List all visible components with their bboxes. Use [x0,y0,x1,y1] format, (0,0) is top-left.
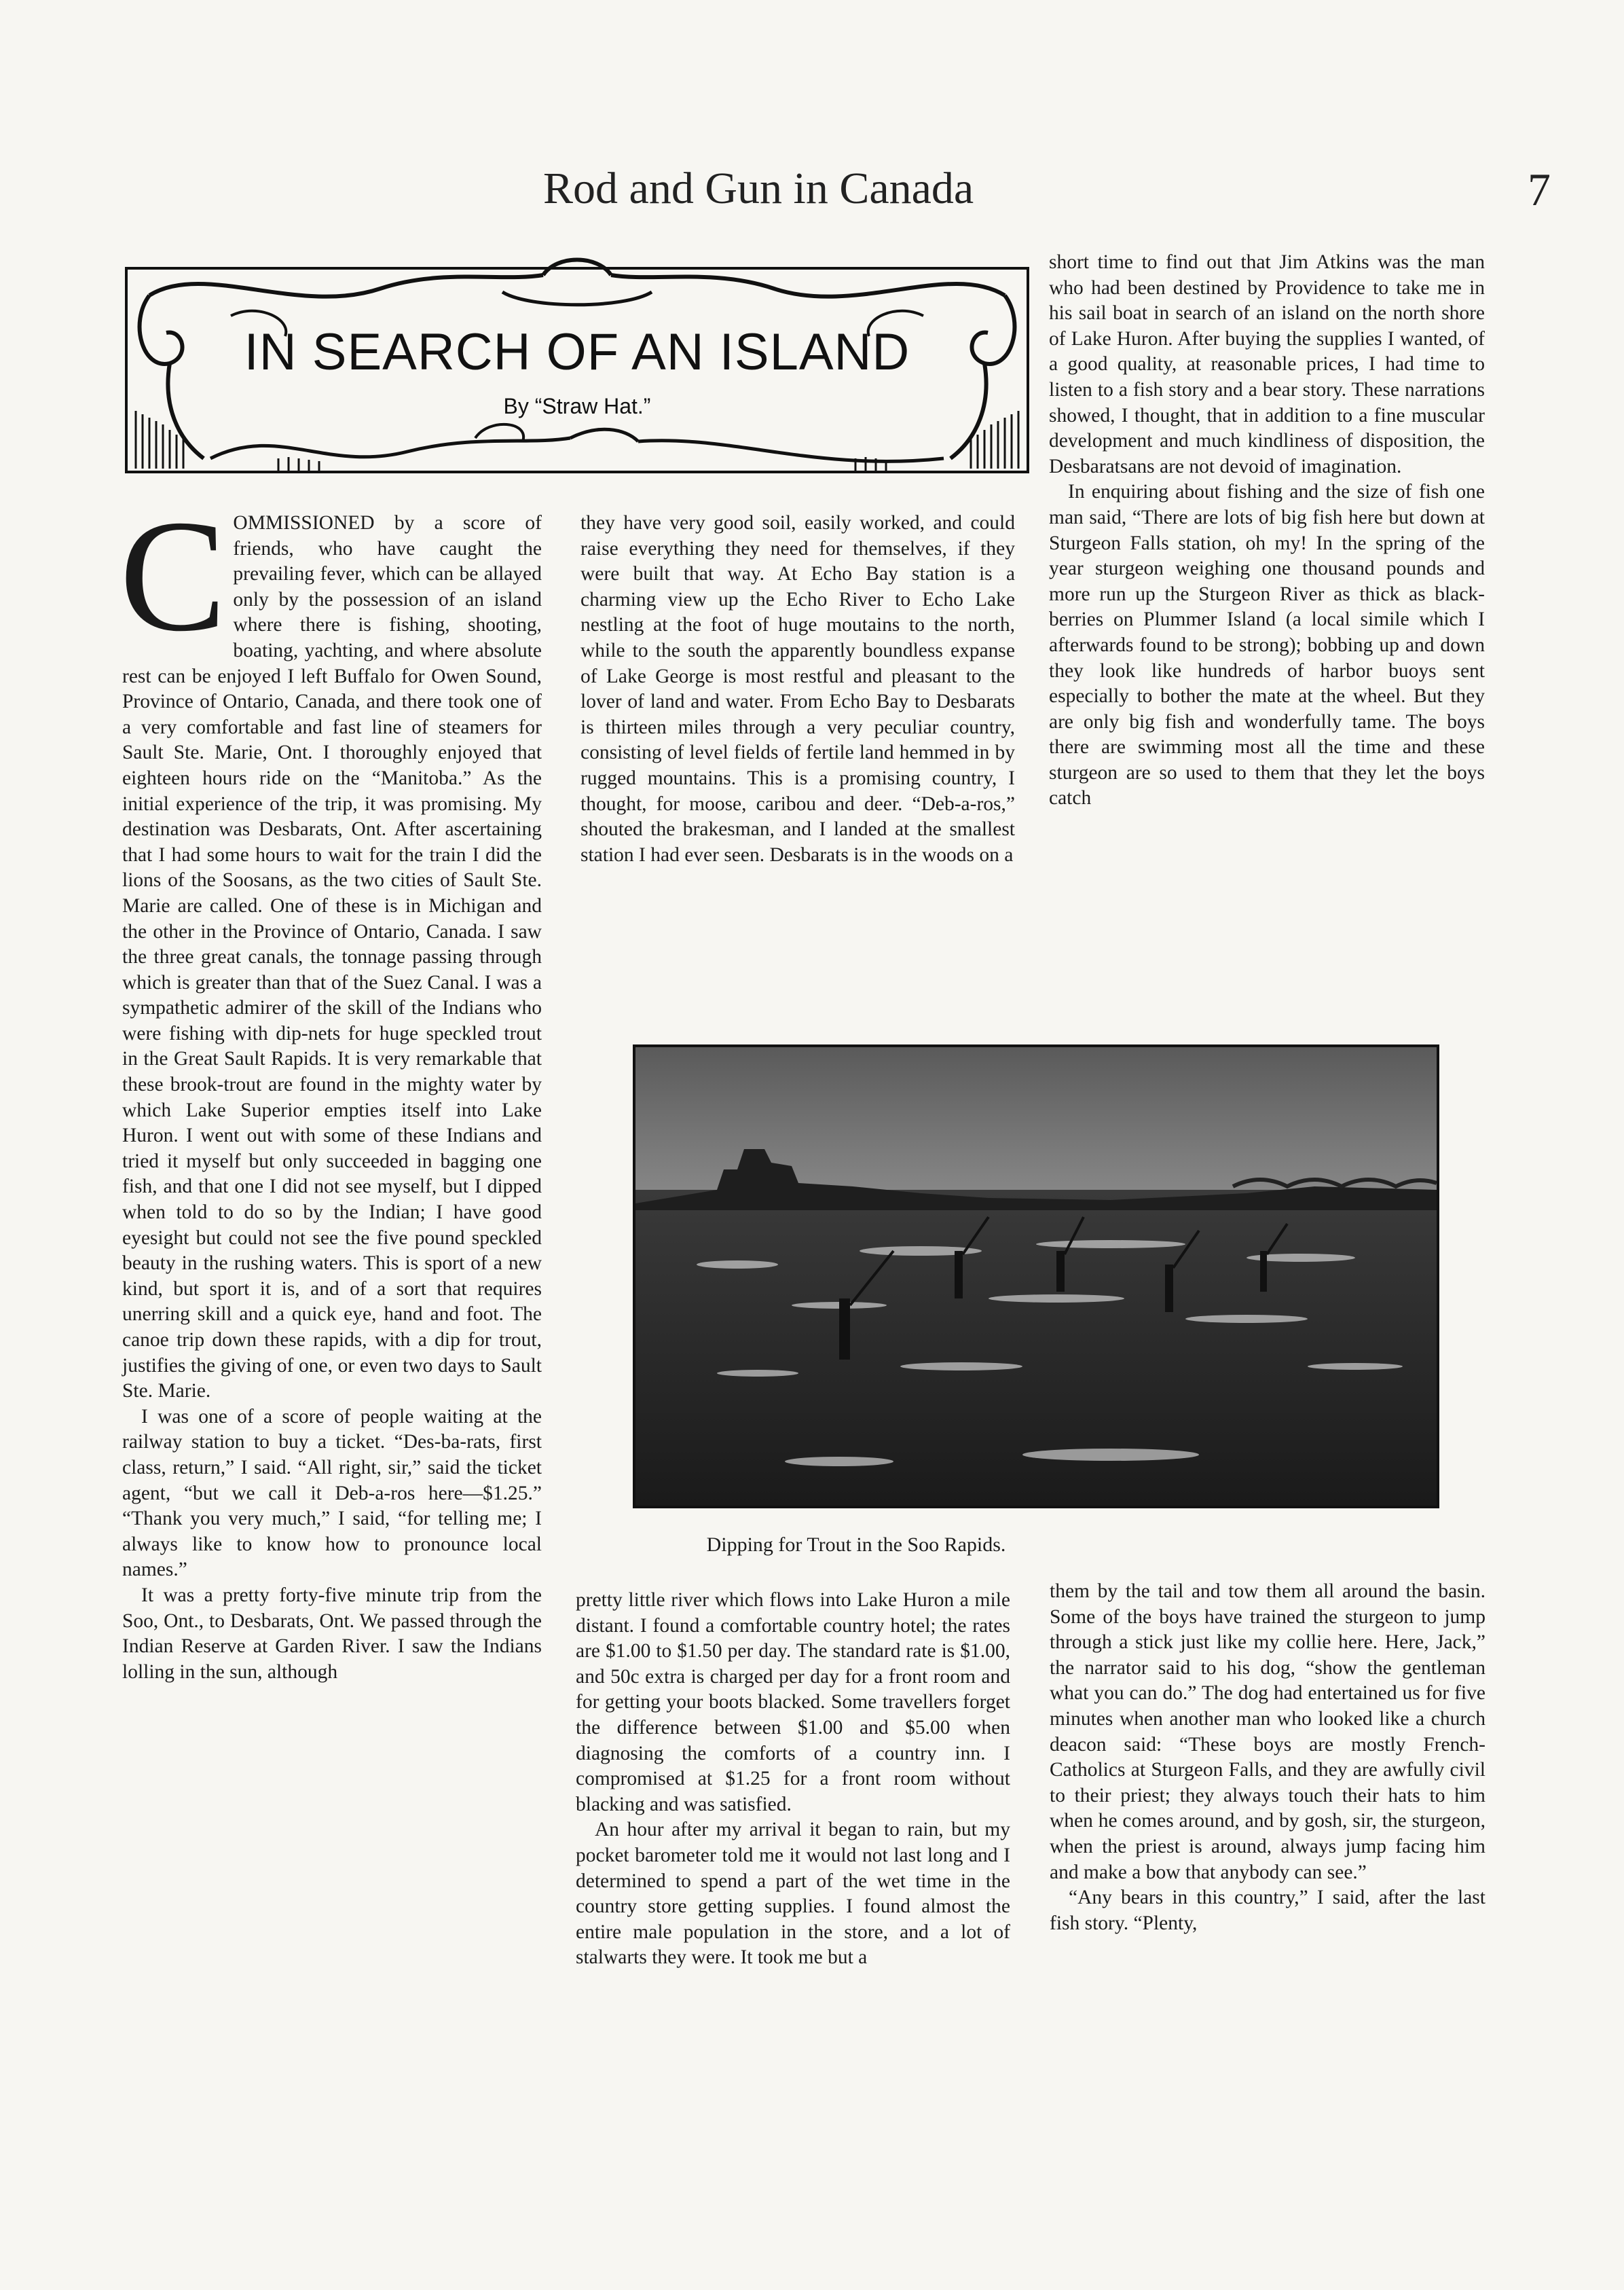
article-paragraph: It was a pretty forty-five minute trip from the Soo, Ont., to Desbarats, Ont. We passed through the Indian Reserve at Garden River. I saw the Indians lolling in the sun, although [122,1584,542,1683]
article-paragraph: An hour after my arrival it began to rain, but my pocket barometer told me it would not last long and I determined to spend a part of the wet time in the country store getting supplies. I found almost the entire male population in the store, and a lot of stalwarts they were. It took me but a [576,1819,1010,1969]
article-byline: By “Straw Hat.” [503,394,651,418]
drop-cap: C [119,488,227,665]
article-paragraph: they have very good soil, easily worked, and could raise everything they need for themselves, if they were built that way. At Echo Bay station is a charming view up the Echo River to Echo Lake nestling at the foot of huge moutains to the north, while to the south the apparently boundless expanse of Lake George is most restful and pleasant to the lover of land and water. From Echo Bay to Desbarats is thirteen miles through a very peculiar country, consisting of level fields of fertile land hemmed in by rugged mountains. This is a promising country, I thought, for moose, caribou and deer. “Deb-a-ros,” shouted the brakesman, and I landed at the smallest station I had ever seen. Desbarats is in the woods on a [580,512,1015,866]
article-paragraph: In enquiring about fishing and the size of fish one man said, “There are lots of big fish here but down at Sturgeon Falls station, oh my! In the spring of the year sturgeon weighing one thousand pounds and more run up the Sturgeon River as thick as black-berries on Plummer Island (a local simile which I afterwards found to be strong); bobbing up and down they look like hundreds of harbor buoys sent especially to bother the mate at the wheel. But they are only big fish and wonderfully tame. The boys there are swimming most all the time and these sturgeon are so used to them that they let the boys catch [1049,481,1485,810]
running-head [0,163,1624,224]
article-headline: IN SEARCH OF AN ISLAND [244,323,910,381]
article-column-3-top [1049,250,1485,1017]
article-paragraph: COMMISSIONED by a score of friends, who have caught the prevailing fever, which can be allayed only by the possession of an island where there is fishing, shooting, boating, yachting, and where absolute rest can be enjoyed I left Buffalo for Owen Sound, Province of Ontario, Canada, and there took one of a very comfortable and fast line of steamers for Sault Ste. Marie, Ont. I thoroughly enjoyed that eighteen hours ride on the “Manitoba.” As the initial experience of the trip, it was promising. My destination was Desbarats, Ont. After ascertaining that I had some hours to wait for the train I did the lions of the Soosans, as the two cities of Sault Ste. Marie are called. One of these is in Michigan and the other in the Province of Ontario, Canada. I saw the three great canals, the tonnage passing through which is greater than that of the Suez Canal. I was a sympathetic admirer of the skill of the Indians who were fishing with dip-nets for huge speckled trout in the Great Sault Rapids. It is very remarkable that these brook-trout are found in the mighty water by which Lake Superior empties itself into Lake Huron. I went out with some of these Indians and tried it myself but only succeeded in bagging one fish, and that one I did not see myself, but I dipped when told to do so by the Indian; I have good eyesight but could not see the five pound speckled beauty in the rushing waters. This is sport of a new kind, but sport it is, and of a sort that requires unerring skill and a quick eye, hand and foot. The canoe trip down these rapids, with a dip for trout, justifies the giving of one, or even two days to Sault Ste. Marie. [119,488,542,1402]
running-title: Rod and Gun in Canada [543,164,974,213]
article-column-3-bottom [1050,1579,1485,2051]
article-paragraph: them by the tail and tow them all around the basin. Some of the boys have trained the sturgeon to jump through a stick just like my collie here. Here, Jack,” the narrator said to his dog, “show the gentleman what you can do.” The dog had entertained us for five minutes when another man who looked like a church deacon said: “These boys are mostly French-Catholics at Sturgeon Falls, and they are awfully civil to their priest; they always touch their hats to him when he comes around, and by gosh, sir, the sturgeon, when the priest is around, always jump facing him and make a bow that anybody can see.” [1050,1580,1485,1883]
article-paragraph: short time to find out that Jim Atkins was the man who had been destined by Providence to take me in his sail boat in search of an island on the north shore of Lake Huron. After buying the supplies I wanted, of a good quality, at reasonable prices, I had time to listen to a fish story and a bear story. These narrations showed, I thought, that in addition to a fine muscular development and much kindliness of disposition, the Desbaratsans are not devoid of imagination. [1049,251,1485,477]
figure-caption: Dipping for Trout in the Soo Rapids. [706,1533,1006,1556]
article-paragraph: pretty little river which flows into Lake Huron a mile distant. I found a comfortable country hotel; the rates are $1.00 to $1.50 per day. The standard rate is $1.00, and 50c extra is charged per day for a front room and for getting your boots blacked. Some travellers forget the difference between $1.00 and $5.00 when diagnosing the comforts of a country inn. I compromised at $1.25 for a front room without blacking and was satisfied. [576,1589,1010,1815]
article-column-2-top [580,511,1015,1017]
article-paragraph: “Any bears in this country,” I said, after the last fish story. “Plenty, [1050,1887,1485,1934]
article-paragraph: I was one of a score of people waiting at the railway station to buy a ticket. “Des-ba-rats, first class, return,” I said. “All right, sir,” said the ticket agent, “but we call it Deb-a-ros here—$1.25.” “Thank you very much,” I said, “for telling me; I always like to know how to pronounce local names.” [122,1405,542,1581]
article-photograph [633,1044,1439,1508]
article-column-1 [119,488,542,2032]
article-column-2-bottom [576,1588,1010,2050]
page-number: 7 [1528,164,1551,215]
rapids-photo-icon [635,1047,1437,1506]
title-ornament-frame [122,255,1032,479]
